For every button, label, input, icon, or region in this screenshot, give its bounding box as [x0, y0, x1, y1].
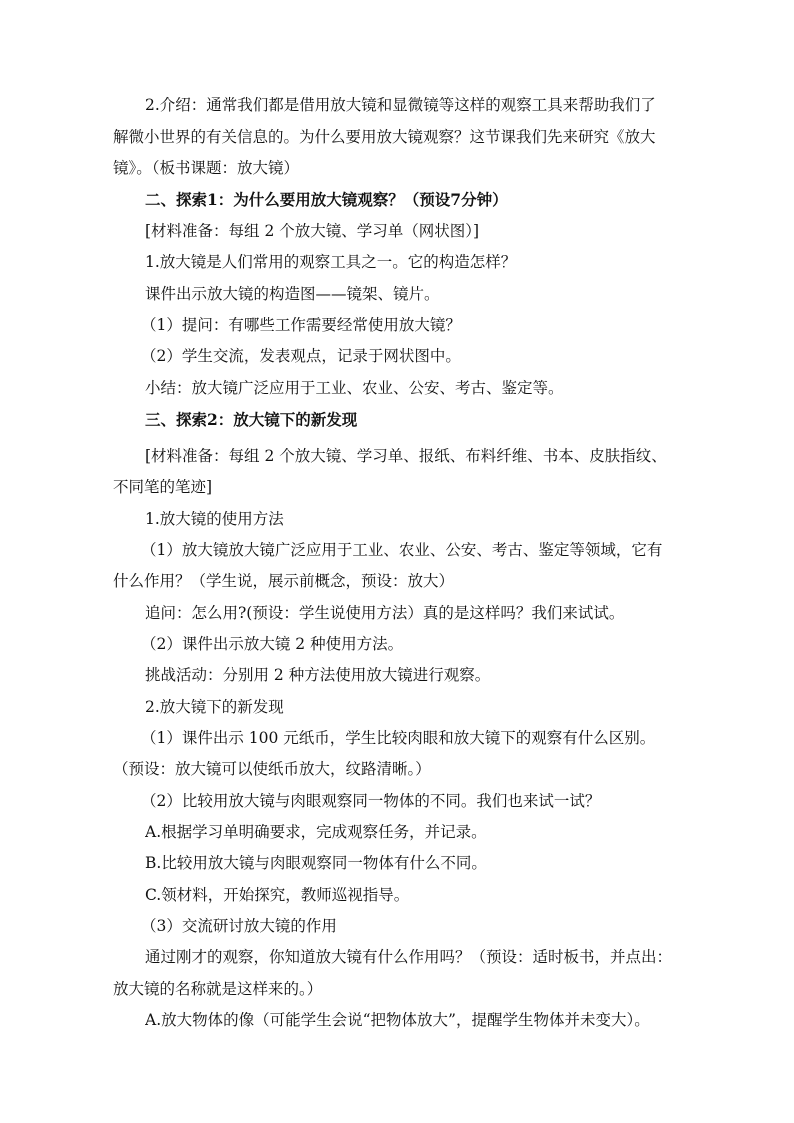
paragraph-line: （1）课件出示 100 元纸币，学生比较肉眼和放大镜下的观察有什么区别。 [141, 729, 656, 747]
subheading-line: 2.放大镜下的新发现 [145, 698, 284, 716]
paragraph-line: 挑战活动：分别用 2 种方法使用放大镜进行观察。 [145, 666, 491, 684]
subheading-line: 1.放大镜的使用方法 [145, 510, 284, 528]
paragraph-line: C.领材料，开始探究，教师巡视指导。 [145, 886, 410, 904]
paragraph-line: （2）比较用放大镜与肉眼观察同一物体的不同。我们也来试一试？ [141, 792, 601, 810]
materials-line: [材料准备：每组 2 个放大镜、学习单（网状图）] [145, 222, 480, 240]
paragraph-line: （1）提问：有哪些工作需要经常使用放大镜？ [141, 316, 461, 334]
section-heading-explore-2: 三、探索2：放大镜下的新发现 [145, 410, 358, 429]
paragraph-line: 课件出示放大镜的构造图——镜架、镜片。 [145, 285, 440, 303]
paragraph-line: （2）课件出示放大镜 2 种使用方法。 [141, 635, 404, 653]
paragraph-line: 通过刚才的观察，你知道放大镜有什么作用吗？（预设：适时板书，并点出： [145, 948, 673, 966]
paragraph-line: 1.放大镜是人们常用的观察工具之一。它的构造怎样？ [145, 253, 517, 271]
paragraph-line: 解微小世界的有关信息的。为什么要用放大镜观察？这节课我们先来研究《放大 [113, 128, 656, 146]
materials-line: [材料准备：每组 2 个放大镜、学习单、报纸、布料纤维、书本、皮肤指纹、 [145, 447, 667, 465]
paragraph-line: 什么作用？（学生说，展示前概念，预设：放大） [113, 572, 455, 590]
paragraph-line: （2）学生交流，发表观点，记录于网状图中。 [141, 347, 461, 365]
paragraph-line: （3）交流研讨放大镜的作用 [141, 917, 337, 935]
paragraph-line: A.根据学习单明确要求，完成观察任务，并记录。 [145, 823, 487, 841]
summary-line: 小结：放大镜广泛应用于工业、农业、公安、考古、鉴定等。 [145, 379, 564, 397]
paragraph-line: （预设：放大镜可以使纸币放大，纹路清晰。） [113, 760, 431, 778]
paragraph-line: 镜》。（板书课题：放大镜） [113, 159, 300, 177]
paragraph-line: B.比较用放大镜与肉眼观察同一物体有什么不同。 [145, 854, 487, 872]
paragraph-line: 追问：怎么用?(预设：学生说使用方法）真的是这样吗？我们来试试。 [145, 604, 625, 622]
paragraph-line-intro: 2.介绍：通常我们都是借用放大镜和显微镜等这样的观察工具来帮助我们了 [145, 96, 656, 114]
paragraph-line: A.放大物体的像（可能学生会说“把物体放大”，提醒学生物体并未变大）。 [145, 1011, 650, 1029]
paragraph-line: 放大镜的名称就是这样来的。） [113, 980, 323, 998]
section-heading-explore-1: 二、探索1：为什么要用放大镜观察？（预设7分钟） [145, 190, 508, 209]
paragraph-line: （1）放大镜放大镜广泛应用于工业、农业、公安、考古、鉴定等领域，它有 [141, 541, 663, 559]
paragraph-line: 不同笔的笔迹] [113, 478, 213, 496]
